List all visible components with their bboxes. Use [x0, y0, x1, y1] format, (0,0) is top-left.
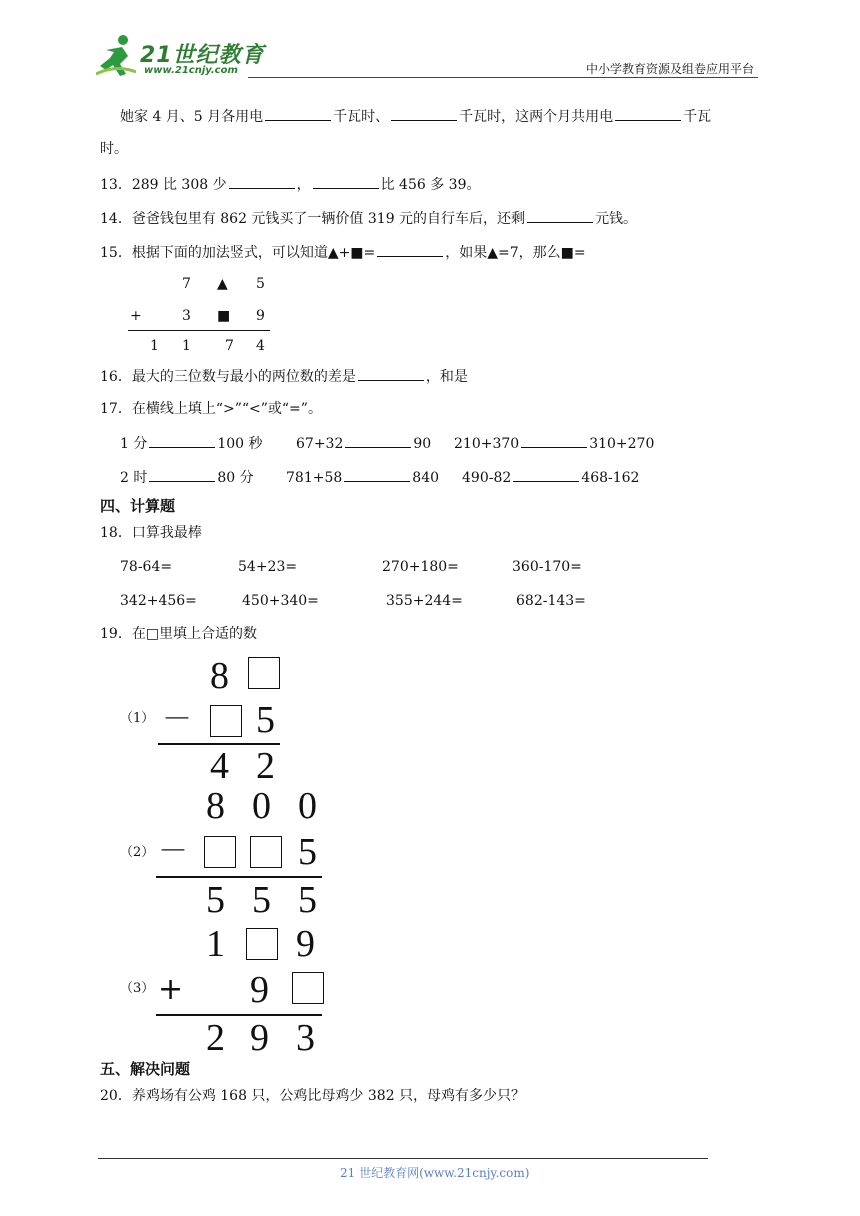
q18-item: 450+340=	[242, 593, 319, 609]
q19-problem-2: 8 0 0 （2） － 5 5 5 5	[110, 786, 340, 918]
difference-line	[156, 876, 322, 878]
header-logo	[96, 34, 266, 78]
footer-link[interactable]: 21 世纪教育网(www.21cnjy.com)	[340, 1166, 530, 1180]
header-platform-text: 中小学教育资源及组卷应用平台	[585, 62, 754, 76]
q15-vertical-addition: 7 ▲ 5 + 3 ■ 9 1 1 7 4	[124, 272, 274, 358]
answer-blank[interactable]	[265, 106, 331, 121]
problem-label: （3）	[120, 981, 155, 996]
logo-title: 21世纪教育	[140, 43, 265, 68]
q16: 16．最大的三位数与最小的两位数的差是 ，和是	[100, 366, 468, 386]
digit-box[interactable]	[204, 836, 236, 868]
answer-blank[interactable]	[313, 174, 379, 189]
q17-title: 17．在横线上填上“>”“<”或“=”。	[100, 401, 322, 417]
digit-box[interactable]	[248, 657, 280, 689]
sum-line	[156, 1014, 322, 1016]
answer-blank[interactable]	[615, 106, 681, 121]
q20: 20．养鸡场有公鸡 168 只，公鸡比母鸡少 382 只，母鸡有多少只？	[100, 1088, 526, 1104]
answer-blank[interactable]	[521, 433, 587, 448]
q18-item: 360-170=	[512, 559, 582, 575]
q18-item: 78-64=	[120, 559, 173, 575]
header-rule	[248, 77, 758, 78]
answer-blank[interactable]	[345, 433, 411, 448]
answer-blank[interactable]	[391, 106, 457, 121]
q18-item: 355+244=	[386, 593, 463, 609]
q19-problem-1: 8 （1） － 5 4 2	[110, 652, 310, 784]
q19-problem-3: 1 9 （3） + 9 2 9 3	[110, 922, 340, 1056]
digit-box[interactable]	[246, 928, 278, 960]
q19-title: 19．在□里填上合适的数	[100, 626, 258, 642]
problem-label: （2）	[120, 845, 155, 860]
answer-blank[interactable]	[358, 366, 424, 381]
q17-row2: 2 时 80 分	[120, 467, 254, 487]
digit-box[interactable]	[250, 836, 282, 868]
answer-blank[interactable]	[377, 242, 443, 257]
q17-row1: 1 分 100 秒	[120, 433, 263, 453]
q14: 14．爸爸钱包里有 862 元钱买了一辆价值 319 元的自行车后，还剩 元钱。	[100, 208, 637, 228]
problem-label: （1）	[120, 711, 155, 726]
q12-line1: 她家 4 月、5 月各用电 千瓦时、 千瓦时，这两个月共用电 千瓦	[120, 106, 711, 126]
runner-logo-icon	[96, 34, 136, 78]
answer-blank[interactable]	[149, 433, 215, 448]
q15: 15．根据下面的加法竖式，可以知道▲+■= ，如果▲=7，那么■=	[100, 242, 586, 262]
sum-line	[128, 330, 270, 331]
answer-blank[interactable]	[229, 174, 295, 189]
section-heading-calc: 四、计算题	[100, 497, 176, 515]
digit-box[interactable]	[292, 972, 324, 1004]
q18-title: 18．口算我最棒	[100, 525, 202, 541]
q12-line2: 时。	[100, 141, 128, 157]
triangle-symbol: ▲	[217, 276, 228, 292]
q13: 13．289 比 308 少 ， 比 456 多 39。	[100, 174, 481, 194]
answer-blank[interactable]	[149, 467, 215, 482]
answer-blank[interactable]	[527, 208, 593, 223]
answer-blank[interactable]	[344, 467, 410, 482]
digit-box[interactable]	[210, 705, 242, 737]
q18-item: 682-143=	[516, 593, 586, 609]
section-heading-problems: 五、解决问题	[100, 1060, 191, 1078]
q18-item: 54+23=	[238, 559, 298, 575]
answer-blank[interactable]	[513, 467, 579, 482]
square-symbol: ■	[217, 308, 231, 324]
q18-item: 342+456=	[120, 593, 197, 609]
logo-url: www.21cnjy.com	[144, 65, 238, 76]
footer-rule	[98, 1158, 708, 1159]
q18-item: 270+180=	[382, 559, 459, 575]
